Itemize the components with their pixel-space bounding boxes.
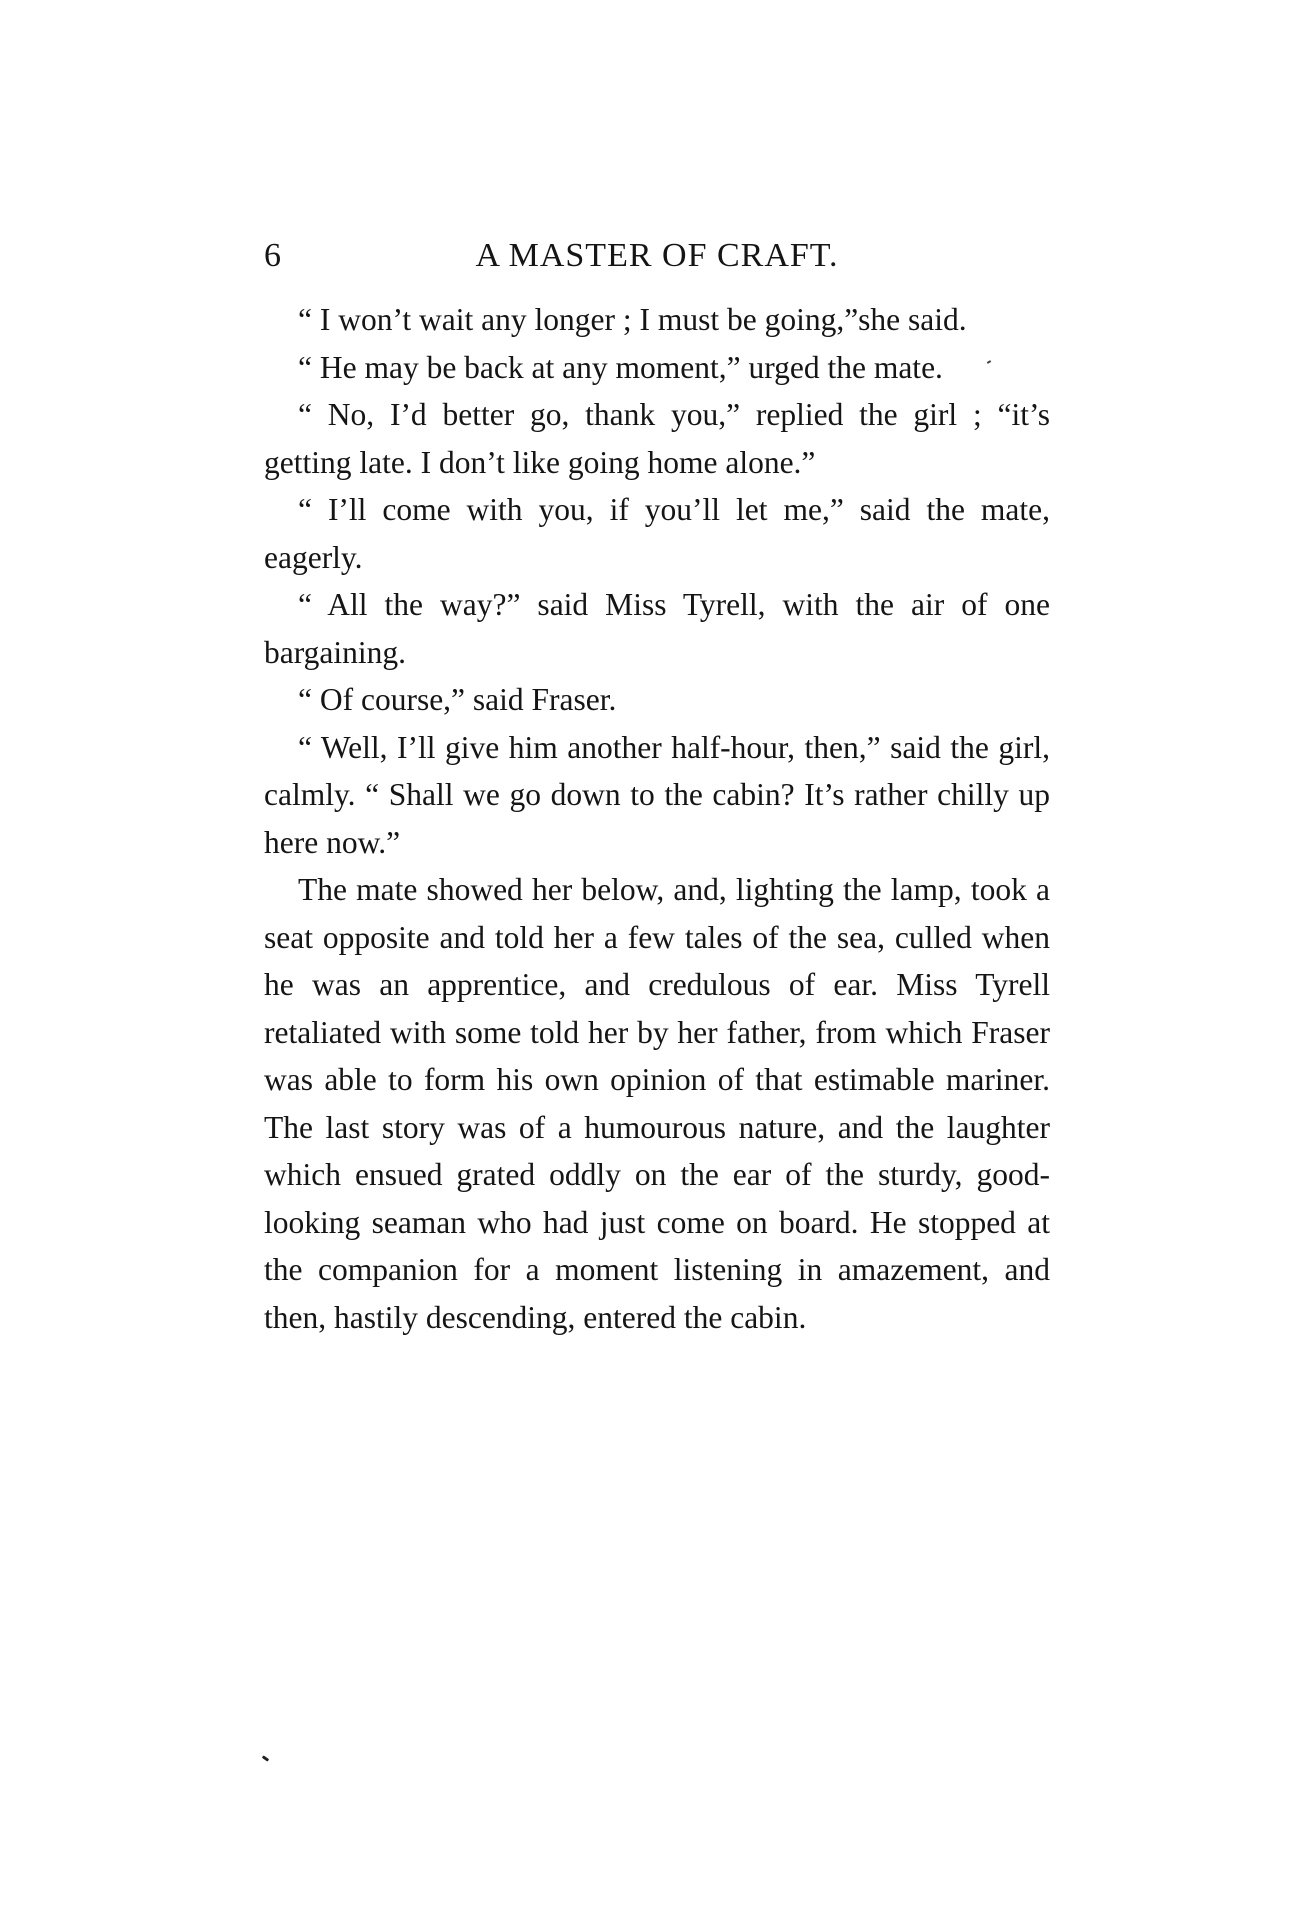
page-number: 6 [264,237,282,274]
book-title: A MASTER OF CRAFT. [475,237,839,274]
paragraph: “ Well, I’ll give him another half-hour, then,” said the girl, calmly. “ Shall we go down to the cabin? It’s rather chilly up here now.” [264,729,1050,860]
print-speck-mark [262,1755,269,1761]
paragraph: “ He may be back at any moment,” urged the mate. [298,349,943,385]
paragraph: The mate showed her below, and, lighting the lamp, took a seat opposite and told her a few tales of the sea, culled when he was an apprentice, and credulous of ear. Miss Tyrell retaliated with some told her by her father, from which Fraser was able to form his own opinion of that estimable mariner. The last story was of a humourous nature, and the laughter which ensued grated oddly on the ear of the sturdy, good-looking seaman who had just come on board. He stopped at the companion for a moment listening in amazement, and then, hastily descending, entered the cabin. [264,872,1050,1335]
paragraph: “ I won’t wait any longer ; I must be going,”she said. [298,302,967,337]
paragraph: “ Of course,” said Fraser. [298,682,617,717]
paragraph: “ I’ll come with you, if you’ll let me,” said the mate, eagerly. [264,492,1050,575]
body-text [264,296,1050,1341]
paragraph: “ All the way?” said Miss Tyrell, with the air of one bargaining. [264,587,1050,670]
paragraph: “ No, I’d better go, thank you,” replied the girl ; “it’s getting late. I don’t like going home alone.” [264,397,1050,480]
running-head [264,232,1050,280]
